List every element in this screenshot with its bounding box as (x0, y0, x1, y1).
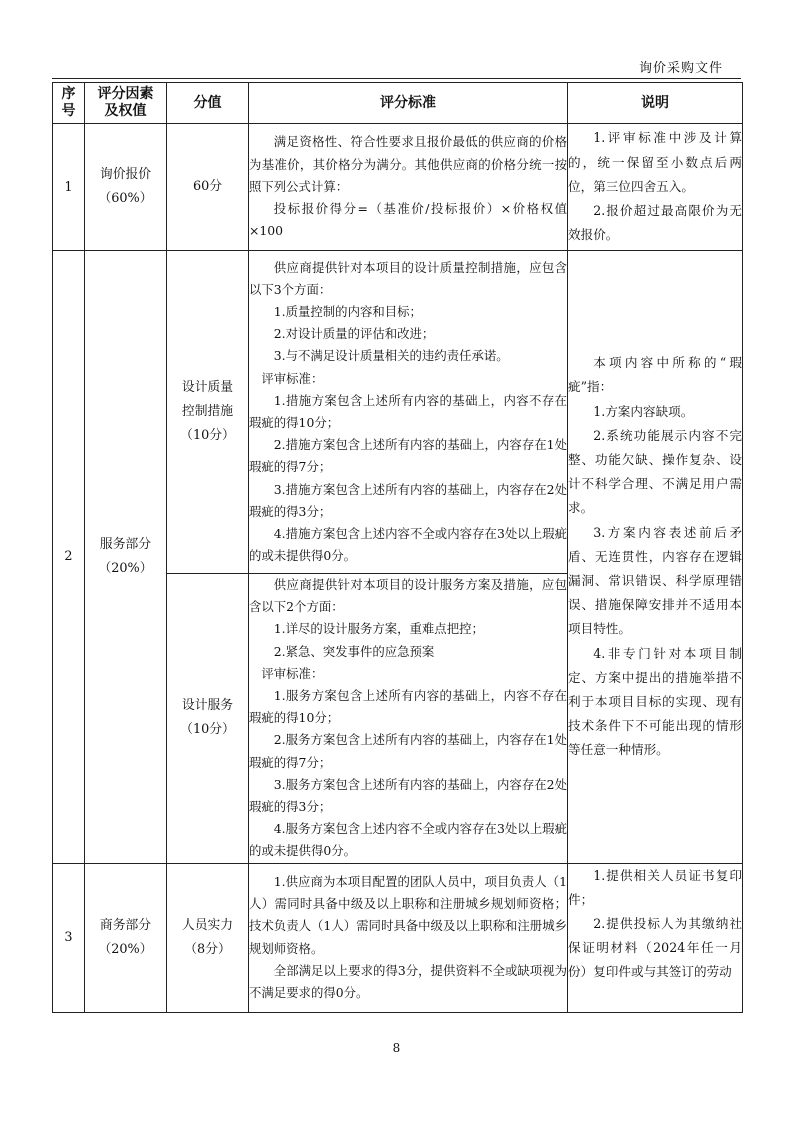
score-cell: 人员实力 （8分） (167, 863, 249, 1012)
factor-cell: 询价报价 （60%） (85, 124, 167, 251)
factor-cell: 商务部分 （20%） (85, 863, 167, 1012)
criteria-cell: 满足资格性、符合性要求且报价最低的供应商的价格为基准价，其价格分为满分。其他供应商的价格分统一按照下列公式计算： 投标报价得分=（基准价/投标报价）×价格权值×100 (249, 124, 568, 251)
score-cell: 设计质量 控制措施 （10分） (167, 251, 249, 574)
header-no: 序号 (53, 83, 85, 124)
scoring-table (52, 82, 743, 1013)
table-row (53, 863, 743, 1012)
header-factor: 评分因素 及权值 (85, 83, 167, 124)
header-note: 说明 (568, 83, 743, 124)
page-header (52, 54, 741, 79)
page-number: 8 (392, 1041, 401, 1055)
header-title: 询价采购文件 (638, 61, 723, 76)
note-cell: 1.评审标准中涉及计算的，统一保留至小数点后两位，第三位四舍五入。 2.报价超过最高限价为无效报价。 (568, 124, 743, 251)
score-cell: 60分 (167, 124, 249, 251)
note-cell: 本项内容中所称的“瑕疵”指： 1.方案内容缺项。 2.系统功能展示内容不完整、功能欠缺、操作复杂、设计不科学合理、不满足用户需求。 3.方案内容表述前后矛盾、无连贯性，内容存在逻辑漏洞、常识错误、科学原理错误、措施保障安排并不适用本项目特性。 4.非专门针对本项目制定、方案中提出的措施举措不利于本项目目标的实现、现有技术条件下不可能出现的情形等任意一种情形。 (568, 251, 743, 864)
row-number: 3 (53, 863, 85, 1012)
header-criteria: 评分标准 (249, 83, 568, 124)
table-row (53, 251, 743, 574)
score-cell: 设计服务 （10分） (167, 574, 249, 864)
factor-cell: 服务部分 （20%） (85, 251, 167, 864)
criteria-cell: 1.供应商为本项目配置的团队人员中，项目负责人（1人）需同时具备中级及以上职称和注册城乡规划师资格；技术负责人（1人）需同时具备中级及以上职称和注册城乡规划师资格。 全部满足以上要求的得3分，提供资料不全或缺项视为不满足要求的得0分。 (249, 863, 568, 1012)
criteria-cell: 供应商提供针对本项目的设计质量控制措施，应包含以下3个方面： 1.质量控制的内容和目标； 2.对设计质量的评估和改进； 3.与不满足设计质量相关的违约责任承诺。 评审标准： 1.措施方案包含上述所有内容的基础上，内容不存在瑕疵的得10分； 2.措施方案包含上述所有内容的基础上，内容存在1处瑕疵的得7分； 3.措施方案包含上述所有内容的基础上，内容存在2处瑕疵的得3分； 4.措施方案包含上述内容不全或内容存在3处以上瑕疵的或未提供得0分。 (249, 251, 568, 574)
row-number: 2 (53, 251, 85, 864)
note-cell: 1.提供相关人员证书复印件； 2.提供投标人为其缴纳社保证明材料（2024年任一月份）复印件或与其签订的劳动 (568, 863, 743, 1012)
table-header-row (53, 83, 743, 124)
row-number: 1 (53, 124, 85, 251)
header-score: 分值 (167, 83, 249, 124)
criteria-cell: 供应商提供针对本项目的设计服务方案及措施，应包含以下2个方面： 1.详尽的设计服务方案，重难点把控； 2.紧急、突发事件的应急预案 评审标准： 1.服务方案包含上述所有内容的基础上，内容不存在瑕疵的得10分； 2.服务方案包含上述所有内容的基础上，内容存在1处瑕疵的得7分； 3.服务方案包含上述所有内容的基础上，内容存在2处瑕疵的得3分； 4.服务方案包含上述内容不全或内容存在3处以上瑕疵的或未提供得0分。 (249, 574, 568, 864)
table-row (53, 124, 743, 251)
